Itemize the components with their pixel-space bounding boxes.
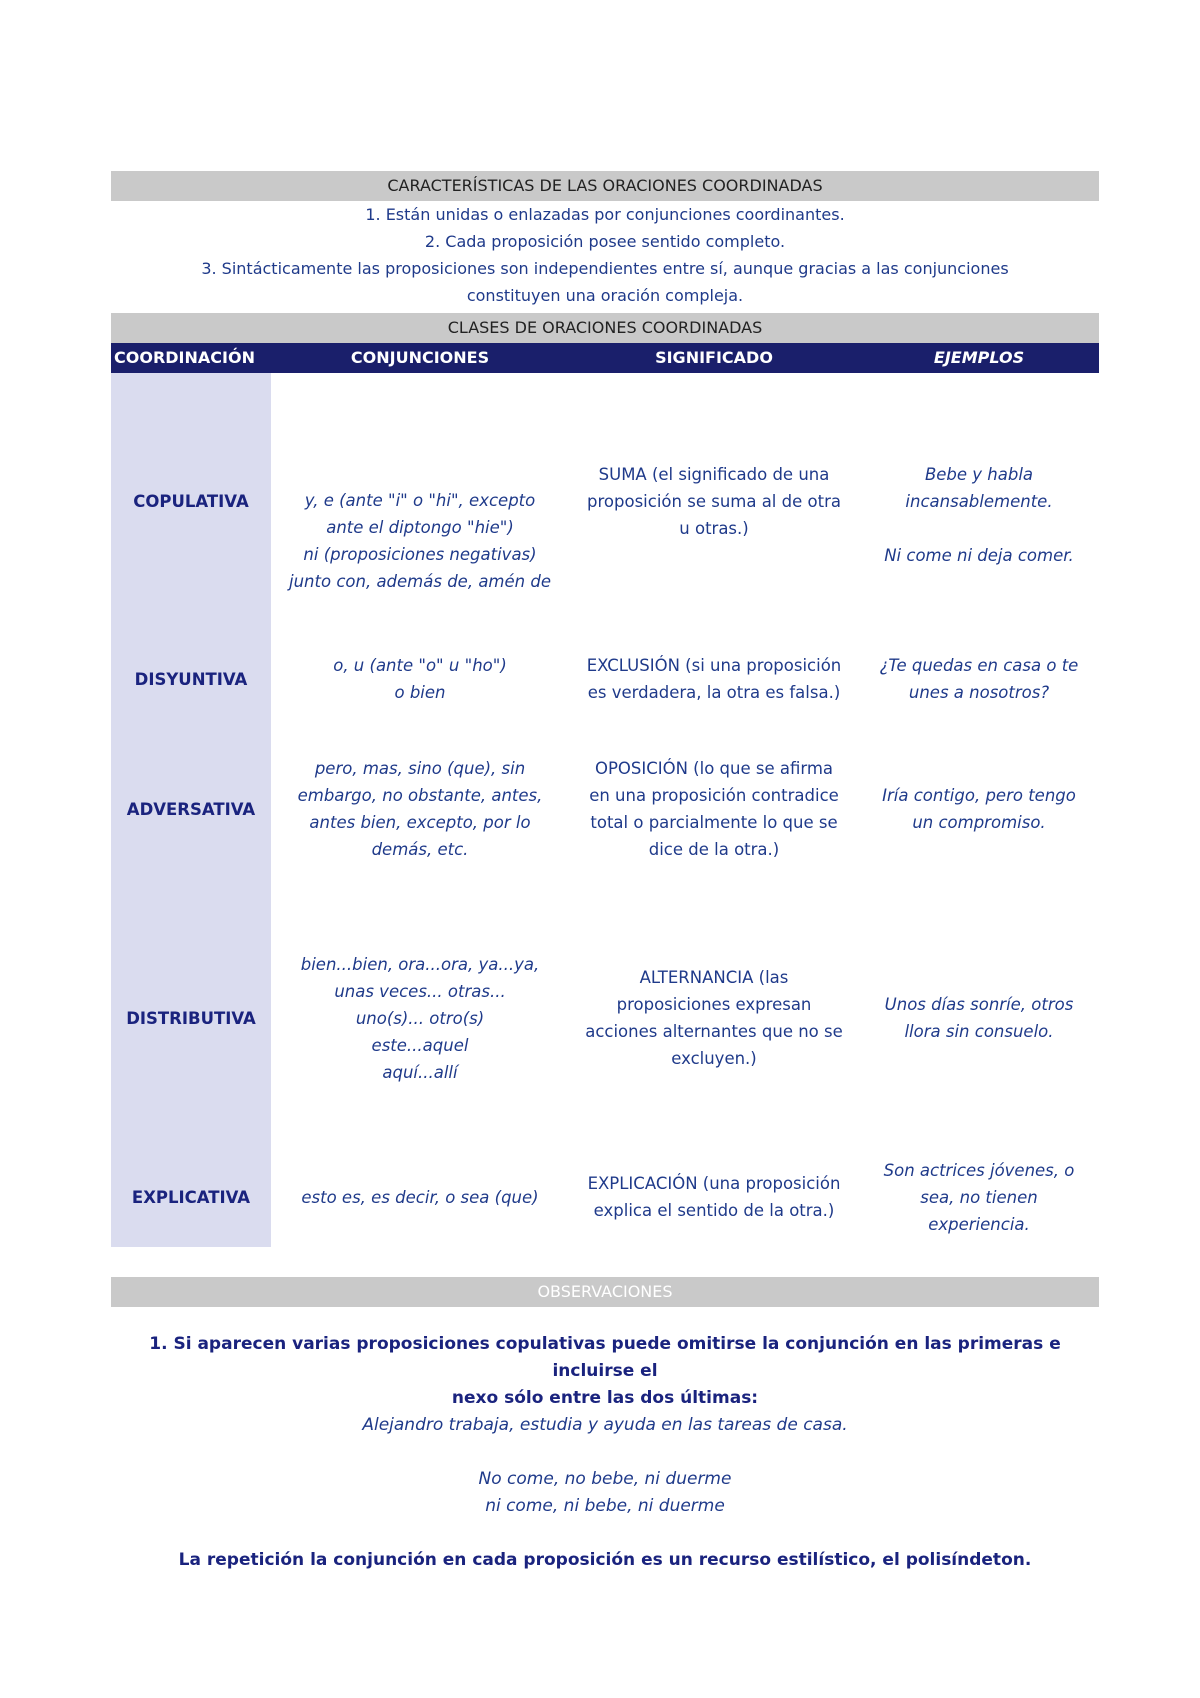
- line: OPOSICIÓN (lo que se afirma: [594, 759, 834, 778]
- line: EXCLUSIÓN (si una proposición: [586, 656, 842, 675]
- line: embargo, no obstante, antes,: [297, 786, 543, 805]
- line: llora sin consuelo.: [904, 1022, 1054, 1041]
- spacer: [111, 1439, 1099, 1466]
- table-row-disyuntiva: [111, 629, 1099, 729]
- line: dice de la otra.): [648, 840, 780, 859]
- caracteristicas-title: CARACTERÍSTICAS DE LAS ORACIONES COORDINADAS: [111, 171, 1099, 201]
- header-ejemplos: EJEMPLOS: [933, 348, 1025, 367]
- table-row-copulativa: [111, 373, 1099, 629]
- observacion-ejemplo-2a: No come, no bebe, ni duerme: [478, 1469, 732, 1489]
- tipo-disyuntiva: DISYUNTIVA: [111, 629, 271, 729]
- observaciones-body: [111, 1331, 1099, 1574]
- line: o bien: [394, 683, 446, 702]
- observaciones-title: OBSERVACIONES: [111, 1277, 1099, 1307]
- line: acciones alternantes que no se: [585, 1022, 843, 1041]
- significado-adversativa: [569, 729, 859, 889]
- line: o, u (ante "o" u "ho"): [333, 656, 507, 675]
- document-sheet: [111, 171, 1099, 1574]
- line: experiencia.: [928, 1214, 1030, 1234]
- ejemplos-distributiva: [859, 889, 1099, 1147]
- line: pero, mas, sino (que), sin: [314, 759, 526, 778]
- observacion-1-line-2: nexo sólo entre las dos últimas:: [451, 1388, 759, 1408]
- line: ALTERNANCIA (las: [639, 968, 789, 987]
- header-coordinacion: COORDINACIÓN: [114, 348, 255, 367]
- significado-explicativa: [569, 1147, 859, 1247]
- observacion-1-line-1: 1. Si aparecen varias proposiciones copulativas puede omitirse la conjunción en las primeras e incluirse el: [149, 1334, 1061, 1381]
- line: un compromiso.: [912, 813, 1046, 832]
- ejemplos-explicativa: [859, 1147, 1099, 1247]
- clases-title: CLASES DE ORACIONES COORDINADAS: [111, 313, 1099, 343]
- line: incansablemente.: [905, 492, 1053, 511]
- significado-disyuntiva: [569, 629, 859, 729]
- observacion-conclusion: La repetición la conjunción en cada proposición es un recurso estilístico, el polisíndeton.: [178, 1550, 1032, 1570]
- line: bien...bien, ora...ora, ya...ya,: [300, 954, 540, 974]
- line: total o parcialmente lo que se: [590, 813, 838, 832]
- line: [859, 515, 1099, 542]
- line: aquí...allí: [382, 1062, 458, 1082]
- ejemplos-copulativa: [859, 373, 1099, 629]
- caracteristica-1: 1. Están unidas o enlazadas por conjunciones coordinantes.: [365, 205, 845, 224]
- line: SUMA (el significado de una: [598, 464, 830, 484]
- line: unes a nosotros?: [908, 683, 1050, 702]
- tipo-distributiva: DISTRIBUTIVA: [111, 889, 271, 1147]
- clases-table: [111, 373, 1099, 1247]
- line: Ni come ni deja comer.: [884, 546, 1074, 565]
- line: unas veces... otras...: [334, 981, 506, 1001]
- line: uno(s)... otro(s): [355, 1008, 485, 1028]
- line: en una proposición contradice: [589, 786, 839, 805]
- tipo-adversativa: ADVERSATIVA: [111, 729, 271, 889]
- line: junto con, además de, amén de: [289, 572, 551, 591]
- line: u otras.): [679, 518, 749, 538]
- significado-distributiva: [569, 889, 859, 1147]
- ejemplos-disyuntiva: [859, 629, 1099, 729]
- line: Unos días sonríe, otros: [884, 995, 1074, 1014]
- line: EXPLICACIÓN (una proposición: [587, 1174, 841, 1193]
- conjunciones-explicativa: [271, 1147, 569, 1247]
- line: demás, etc.: [371, 840, 469, 859]
- line: ni (proposiciones negativas): [303, 545, 537, 564]
- tipo-copulativa: COPULATIVA: [111, 373, 271, 629]
- table-row-distributiva: [111, 889, 1099, 1147]
- line: este...aquel: [371, 1035, 469, 1055]
- line: Son actrices jóvenes, o: [883, 1160, 1075, 1180]
- line: excluyen.): [671, 1049, 757, 1068]
- observacion-ejemplo-1: Alejandro trabaja, estudia y ayuda en las tareas de casa.: [362, 1415, 848, 1435]
- spacer: [111, 1520, 1099, 1547]
- caracteristica-3: 3. Sintácticamente las proposiciones son independientes entre sí, aunque gracias a las conjunciones: [201, 259, 1009, 278]
- line: proposición se suma al de otra: [587, 491, 841, 511]
- line: explica el sentido de la otra.): [593, 1201, 835, 1220]
- tipo-explicativa: EXPLICATIVA: [111, 1147, 271, 1247]
- line: sea, no tienen: [920, 1187, 1038, 1207]
- table-row-explicativa: [111, 1147, 1099, 1247]
- table-row-adversativa: [111, 729, 1099, 889]
- line: antes bien, excepto, por lo: [309, 813, 531, 832]
- line: ante el diptongo "hie"): [326, 518, 514, 537]
- line: ¿Te quedas en casa o te: [879, 656, 1079, 675]
- header-conjunciones: CONJUNCIONES: [350, 348, 490, 367]
- line: esto es, es decir, o sea (que): [301, 1187, 539, 1207]
- line: es verdadera, la otra es falsa.): [587, 683, 841, 702]
- conjunciones-copulativa: [271, 373, 569, 629]
- ejemplos-adversativa: [859, 729, 1099, 889]
- conjunciones-adversativa: [271, 729, 569, 889]
- header-significado: SIGNIFICADO: [655, 348, 773, 367]
- conjunciones-disyuntiva: [271, 629, 569, 729]
- caracteristica-3-cont: constituyen una oración compleja.: [466, 286, 744, 305]
- observacion-ejemplo-2b: ni come, ni bebe, ni duerme: [485, 1496, 725, 1516]
- line: Iría contigo, pero tengo: [882, 786, 1076, 805]
- table-header-row: [111, 343, 1099, 373]
- line: y, e (ante "i" o "hi", excepto: [304, 491, 536, 510]
- line: proposiciones expresan: [616, 995, 812, 1014]
- caracteristica-2: 2. Cada proposición posee sentido completo.: [424, 232, 786, 251]
- conjunciones-distributiva: [271, 889, 569, 1147]
- line: Bebe y habla: [924, 465, 1034, 484]
- significado-copulativa: [569, 373, 859, 629]
